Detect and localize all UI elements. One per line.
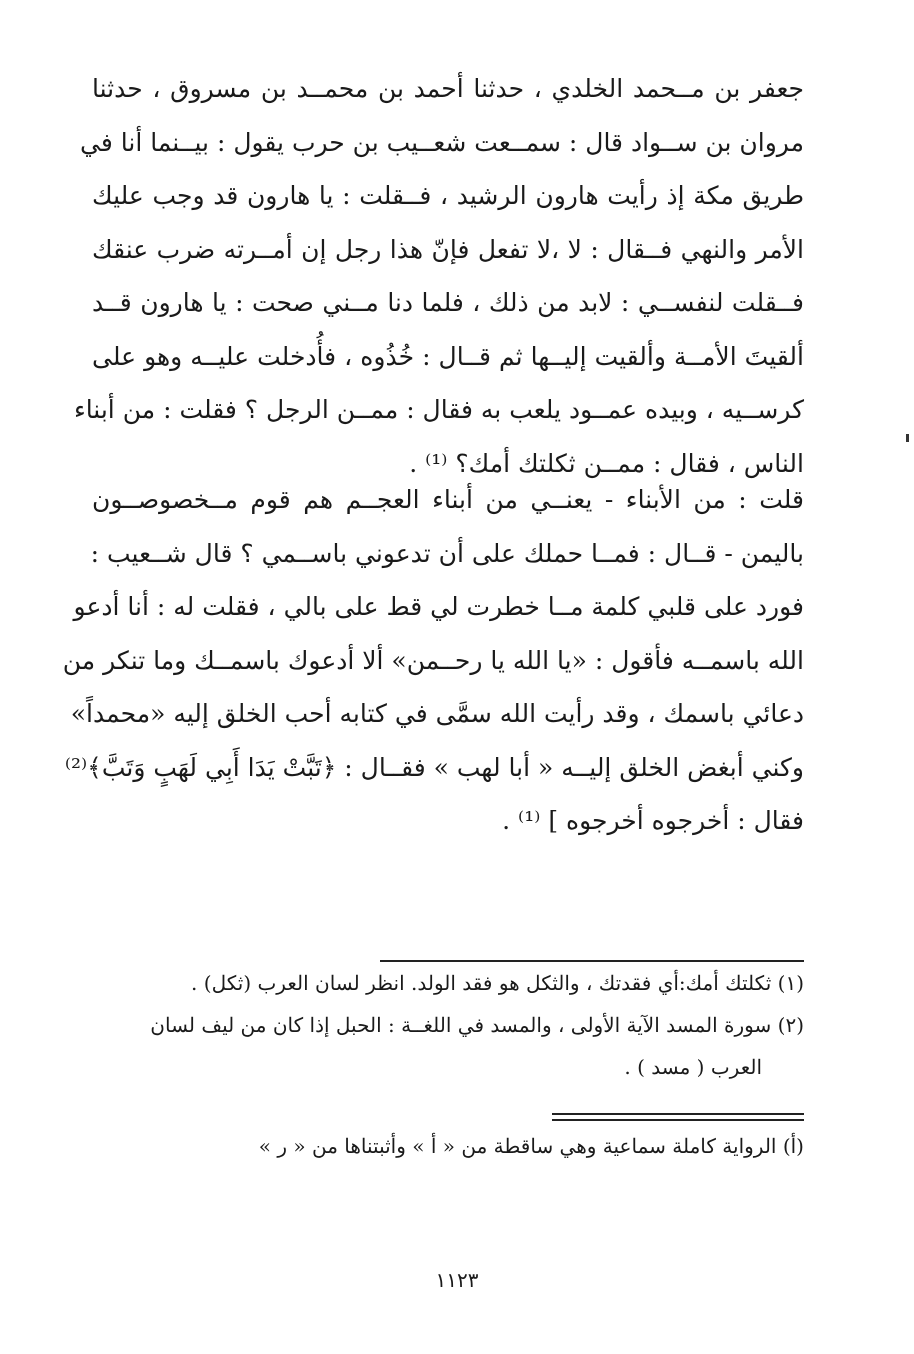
text-line: طريق مكة إذ رأيت هارون الرشيد ، فــقلت : يا هارون قد وجب عليك [92,181,804,210]
main-paragraph-1 [73,62,804,490]
main-paragraph-2 [62,473,804,848]
text-line: ألقيتَ الأمــة وألقيت إليــها ثم قــال : خُذُوه ، فأُدخلت عليــه وهو على [92,341,804,371]
text-line: قلت : من الأبناء - يعنــي من أبناء العجــم هم قوم مــخصوصــون [92,485,804,514]
editor-note: (أ) الرواية كاملة سماعية وهي ساقطة من « أ » وأثبتناها من « ر » [258,1134,804,1158]
text-line: فورد على قلبي كلمة مــا خطرت لي قط على بالي ، فقلت له : أنا أدعو [73,592,804,621]
scan-edge-mark [906,434,909,442]
text-line: جعفر بن مــحمد الخلدي ، حدثنا أحمد بن محمــد بن مسروق ، حدثنا [92,74,804,103]
text-line: دعائي باسمك ، وقد رأيت الله سمَّى في كتابه أحب الخلق إليه «محمداً» [70,699,804,728]
text-line: مروان بن ســواد قال : سمــعت شعــيب بن حرب يقول : بيــنما أنا في [80,127,804,157]
text-line: فقال : أخرجوه أخرجوه ] ⁽¹⁾ . [502,806,804,835]
editor-note-separator [552,1113,804,1121]
text-line: الأمر والنهي فــقال : لا ،لا تفعل فإنّ هذا رجل إن أمــرته ضرب عنقك [92,234,804,264]
footnote-1: (١) ثكلتك أمك:أي فقدتك ، والثكل هو فقد الولد. انظر لسان العرب (ثكل) . [191,971,804,995]
text-line: وكني أبغض الخلق إليــه « أبا لهب » فقــال : ﴿تَبَّتْ يَدَا أَبِي لَهَبٍ وَتَبَّ﴾⁽²⁾ [64,752,804,782]
text-line: الله باسمــه فأقول : «يا الله يا رحــمن» ألا أدعوك باسمــك وما تنكر من [62,645,804,675]
footnote-2-continuation: العرب ( مسد ) . [624,1055,762,1079]
text-line: كرســيه ، وبيده عمــود يلعب به فقال : ممــن الرجل ؟ فقلت : من أبناء [73,395,804,424]
page-number: ١١٢٣ [435,1268,479,1292]
text-line: فــقلت لنفســي : لابد من ذلك ، فلما دنا مــني صحت : يا هارون قــد [92,288,804,317]
footnote-2: (٢) سورة المسد الآية الأولى ، والمسد في اللغــة : الحبل إذا كان من ليف لسان [150,1013,804,1037]
text-line: باليمن - قــال : فمــا حملك على أن تدعوني باســمي ؟ قال شــعيب : [90,538,804,568]
footnotes [92,962,804,1088]
text-line: الناس ، فقال : ممــن ثكلتك أمك؟ ⁽¹⁾ . [409,448,804,478]
